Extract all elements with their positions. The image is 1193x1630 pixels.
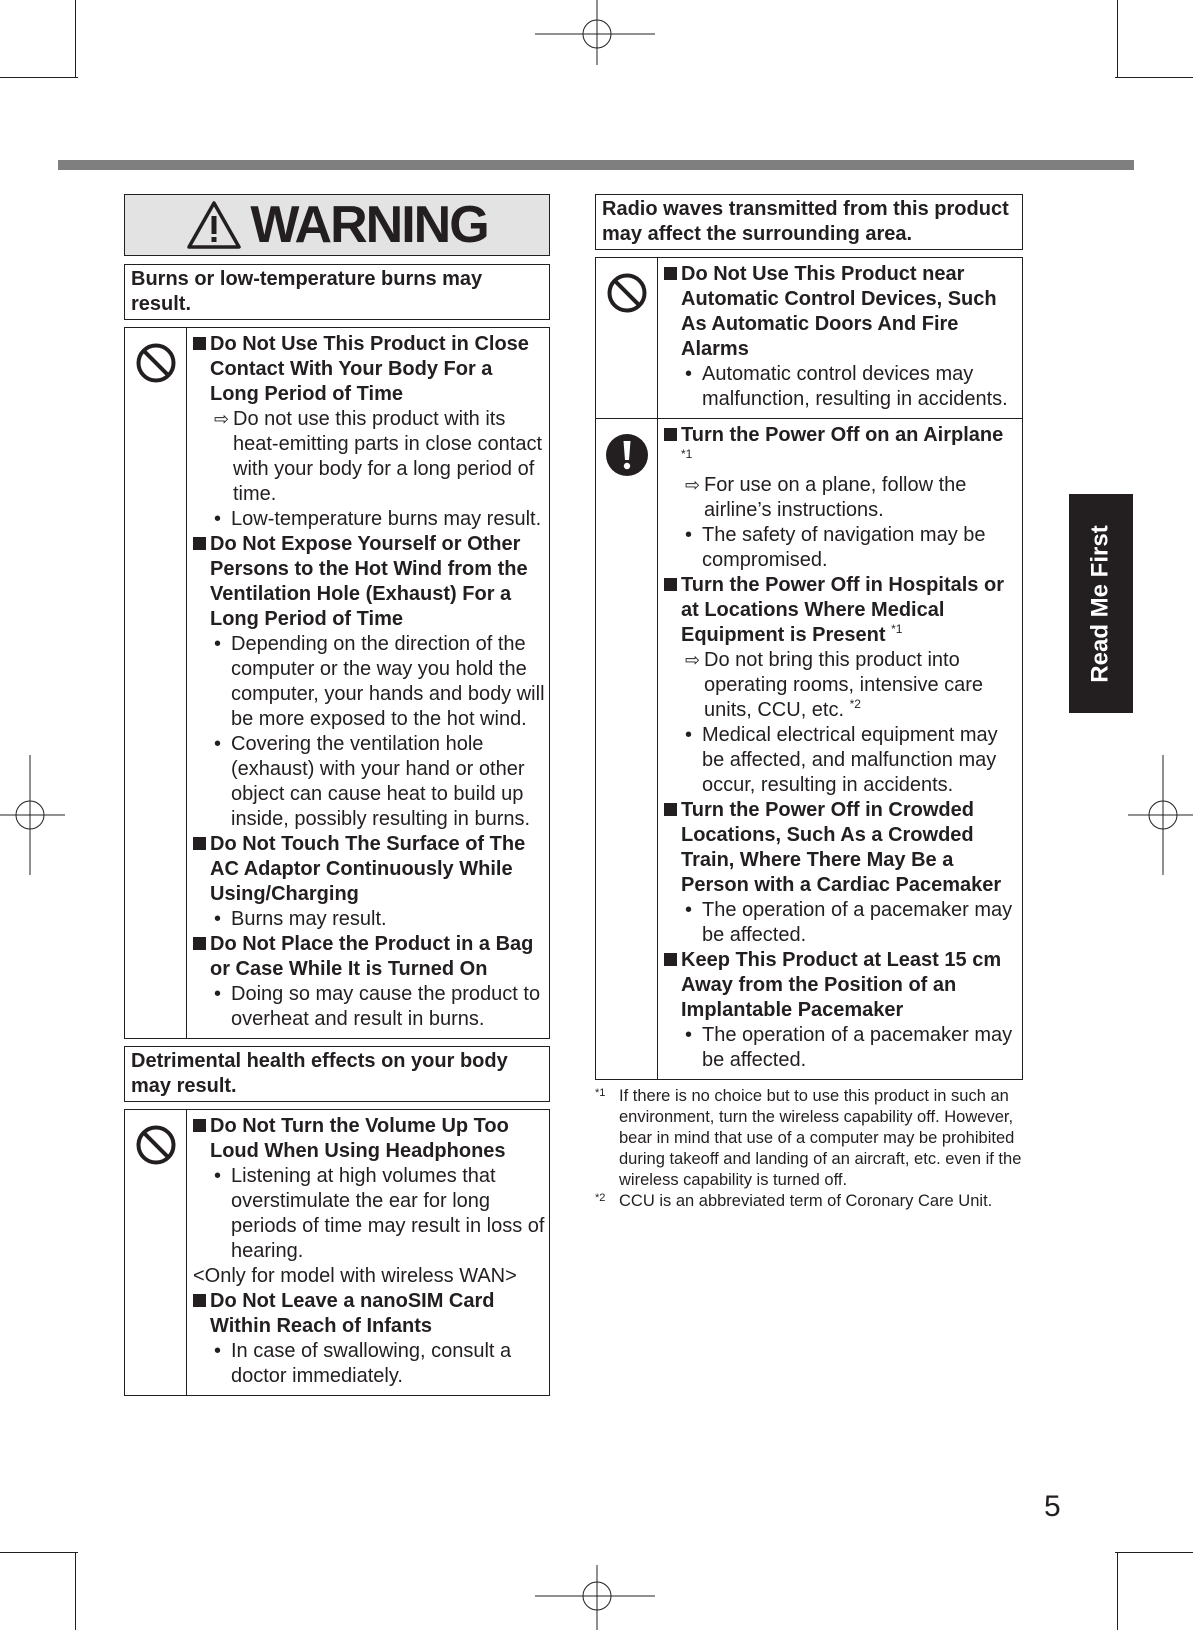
warning-title: WARNING [250,196,488,254]
heading-ac-adaptor: Do Not Touch The Surface of The AC Adaptor Continuously While Using/Charging [193,832,545,907]
category-health: Detrimental health effects on your body may result. [124,1046,550,1102]
heading-close-contact: Do Not Use This Product in Close Contact With Your Body For a Long Period of Time [193,332,545,407]
category-burns: Burns or low-temperature burns may result. [124,264,550,320]
section-burns [124,327,550,1039]
heading-nanosim: Do Not Leave a nanoSIM Card Within Reach of Infants [193,1289,545,1339]
prohibition-icon [606,272,648,314]
arrow-item: ⇨ Do not use this product with its heat-emitting parts in close contact with your body for a long period of time. [214,408,543,505]
bullet-item: • The operation of a pacemaker may be affected. [685,899,1013,946]
warning-triangle-icon [186,200,242,250]
model-note: <Only for model with wireless WAN> [193,1265,517,1287]
footnotes [595,1086,1023,1212]
footnote: *1 If there is no choice but to use this product in such an environment, turn the wireless capability off. However, bear in mind that use of a computer may be prohibited during takeoff and landing of an aircraft, etc. even if the wireless capability is turned off. [595,1087,1022,1189]
bullet-item: • Burns may result. [214,908,387,930]
bullet-item: • The safety of navigation may be compromised. [685,524,986,571]
section-health [124,1109,550,1396]
bullet-item: • Medical electrical equipment may be affected, and malfunction may occur, resulting in accidents. [685,724,998,796]
bullet-item: • Depending on the direction of the computer or the way you hold the computer, your hands and body will be more exposed to the hot wind. [214,633,545,730]
bullet-item: • In case of swallowing, consult a doctor immediately. [214,1340,512,1387]
header-rule [58,160,1134,170]
heading-pacemaker-distance: Keep This Product at Least 15 cm Away from the Position of an Implantable Pacemaker [664,948,1018,1023]
heading-crowded-locations: Turn the Power Off in Crowded Locations, Such As a Crowded Train, Where There May Be a Person with a Cardiac Pacemaker [664,798,1018,898]
heading-hospitals: Turn the Power Off in Hospitals or at Locations Where Medical Equipment is Present $^{*1}$ [664,573,1018,648]
bullet-item: • Automatic control devices may malfunction, resulting in accidents. [685,363,1008,410]
right-column [595,194,1023,1212]
prohibition-icon [135,342,177,384]
prohibition-icon [135,1124,177,1166]
warning-banner [124,194,550,256]
arrow-item: ⇨ Do not bring this product into operating rooms, intensive care units, CCU, etc. $^{*2}$ [685,649,984,721]
footnote: *2 CCU is an abbreviated term of Coronary Care Unit. [595,1192,993,1210]
heading-headphones: Do Not Turn the Volume Up Too Loud When Using Headphones [193,1114,545,1164]
category-radio-waves: Radio waves transmitted from this product may affect the surrounding area. [595,194,1023,250]
heading-bag-case: Do Not Place the Product in a Bag or Case While It is Turned On [193,932,545,982]
exclamation-icon [605,433,649,477]
bullet-item: • Listening at high volumes that overstimulate the ear for long periods of time may result in loss of hearing. [214,1165,545,1262]
left-column [124,194,550,1396]
section-power-off [595,419,1023,1080]
arrow-item: ⇨ For use on a plane, follow the airline’s instructions. [685,474,967,521]
heading-automatic-devices: Do Not Use This Product near Automatic Control Devices, Such As Automatic Doors And Fire Alarms [664,262,1018,362]
page-number: 5 [1044,1490,1061,1523]
bullet-item: • Doing so may cause the product to overheat and result in burns. [214,983,541,1030]
bullet-item: • Low-temperature burns may result. [214,508,542,530]
bullet-item: • The operation of a pacemaker may be affected. [685,1024,1013,1071]
section-side-tab: Read Me First [1069,494,1133,713]
heading-airplane: Turn the Power Off on an Airplane $^{*1}$ [664,423,1018,473]
section-automatic-devices [595,257,1023,419]
bullet-item: • Covering the ventilation hole (exhaust) with your hand or other object can cause heat to build up inside, possibly resulting in burns. [214,733,531,830]
heading-hot-wind: Do Not Expose Yourself or Other Persons to the Hot Wind from the Ventilation Hole (Exhaust) For a Long Period of Time [193,532,545,632]
